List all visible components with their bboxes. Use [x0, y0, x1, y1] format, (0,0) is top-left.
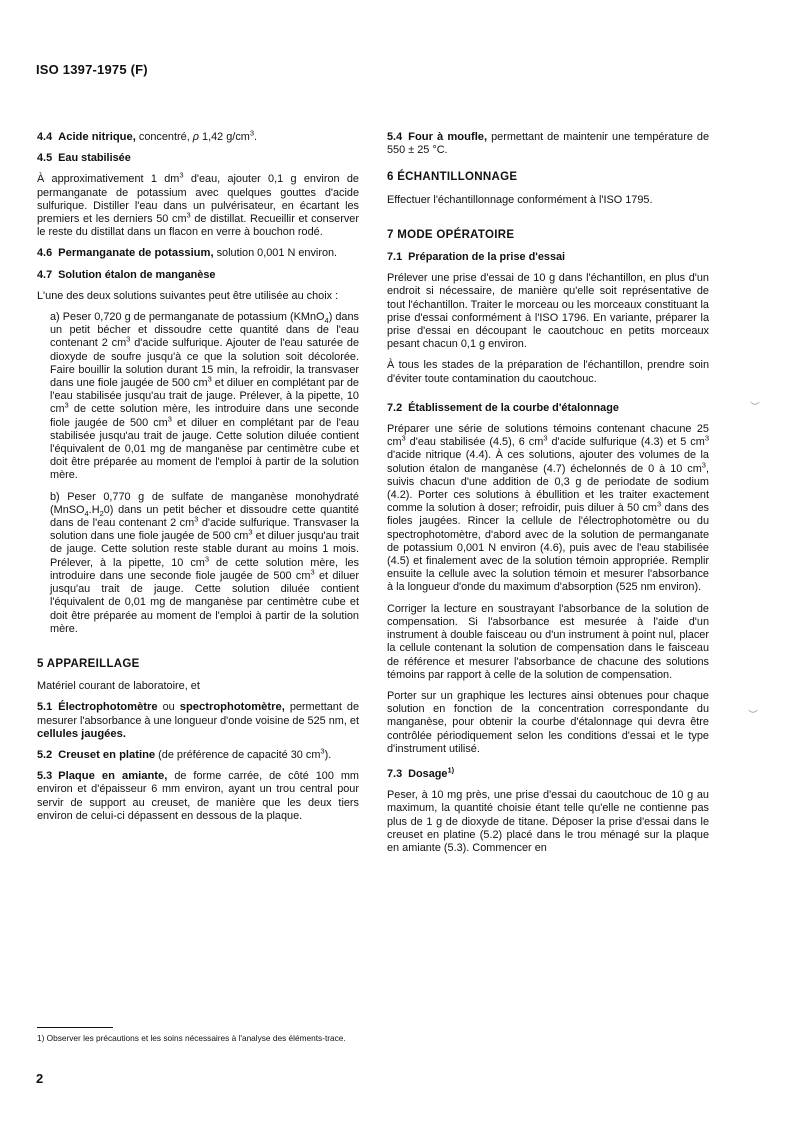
section-5-2: 5.2 Creuset en platine (de préférence de capacité 30 $cm^3$). — [37, 746, 332, 761]
section-7-1-title: 7.1 Préparation de la prise d'essai — [387, 251, 566, 264]
section-7-3-text: Peser, à 10 mg près, une prise d'essai du caoutchouc de 10 g au maximum, la quantité choisie étant telle qu'elle ne contienne pas plus de 1 g de dioxyde de titane. Déposer la prise d'essai dans le creuset en platine (5.2) placé dans le trou ménagé sur la plaque en amiante (5.3). Commencer en — [387, 789, 709, 854]
footnote-rule — [37, 1027, 113, 1028]
section-4-7-intro: L'une des deux solutions suivantes peut être utilisée au choix : — [37, 289, 339, 302]
page-number: 2 — [36, 1071, 44, 1086]
section-5-3: 5.3 Plaque en amiante, de forme carrée, de côté 100 mm environ et d'épaisseur 6 mm environ, ayant un trou central pour servir de support au creuset, de manière que les deux tiers environ de celui-ci dépassent en dessous de la plaque. — [37, 770, 360, 822]
section-5-1: 5.1 Électrophotomètre ou spectrophotomètre, permettant de mesurer l'absorbance à une longueur d'onde voisine de 525 nm, et cellules jaugées. — [37, 701, 360, 740]
section-6-text: Effectuer l'échantillonnage conformément à l'ISO 1795. — [387, 193, 653, 206]
section-7-1-text-1: Prélever une prise d'essai de 10 g dans l'échantillon, en plus d'un endroit si nécessaire, de manière qu'elle soit représentative de tout l'échantillon. Traiter le morceau ou les morceaux constituant la prise d'essai conformément à l'ISO 1796. En variante, préparer la prise d'essai en découpant le caoutchouc en petits morceaux pesant chacun 0,1 g environ. — [387, 272, 709, 351]
scan-mark-icon: ︶ — [750, 402, 760, 413]
section-5-intro: Matériel courant de laboratoire, et — [37, 680, 200, 693]
section-4-6: 4.6 Permanganate de potassium, solution 0,001 N environ. — [37, 247, 338, 260]
right-column — [387, 131, 709, 863]
section-7-2-text-2: Corriger la lecture en soustrayant l'absorbance de la solution de compensation. Si l'absorbance est mesurée à l'aide d'un instrument à double faisceau ou d'un instrument à point nul, placer la cellule contenant la solution de compensation dans le faisceau de référence et mesurer l'absorbance de chacune des solutions témoins par rapport à celle de la solution de compensation. — [387, 602, 709, 681]
section-5-heading: 5 APPAREILLAGE — [37, 657, 140, 670]
document-header: ISO 1397-1975 (F) — [36, 62, 148, 77]
section-7-2-title: 7.2 Établissement de la courbe d'étalonnage — [387, 401, 619, 414]
section-7-3-title: 7.3 Dosage$^{1)}$ — [387, 765, 455, 780]
left-column — [37, 128, 360, 831]
section-4-7-option-b: b) Peser 0,770 g de sulfate de manganèse monohydraté $(MnSO_4.H_20)$ dans un petit bécher et dissoudre cette quantité dans de l'eau contenant 2 $cm^3$ d'acide sulfurique. Transvaser la solution dans une fiole jaugée de 500 $cm^3$ et diluer jusqu'au trait de jauge. Cette solution reste stable durant au moins 1 mois. Prélever, à la pipette, 10 $cm^3$ de cette solution mère, les introduire dans une seconde fiole jaugée de 500 $cm^3$ et diluer jusqu'au trait de jauge. Cette solution diluée contient l'équivalent de 0,01 mg de manganèse par centimètre cube et doit être préparée au moment de l'emploi à partir de la solution mère. — [50, 490, 360, 635]
section-4-7-title: 4.7 Solution étalon de manganèse — [37, 268, 216, 281]
section-4-7-option-a: a) Peser 0,720 g de permanganate de potassium (KMnO$_4$) dans un petit bécher et dissoudre cette quantité dans de l'eau contenant 2 $cm^3$ d'acide sulfurique. Ajouter de l'eau saturée de dioxyde de soufre jusqu'à ce que la solution soit décolorée. Faire bouillir la solution durant 15 min, la refroidir, la transvaser dans une fiole jaugée de 500 $cm^3$ et diluer en complétant par de l'eau stabilisée jusqu'au trait de jauge. Prélever, à la pipette, 10 $cm^3$ de cette solution mère, les introduire dans une seconde fiole jaugée de 500 $cm^3$ et diluer en complétant par de l'eau stabilisée jusqu'au trait de jauge. Cette solution diluée contient l'équivalent de 0,01 mg de manganèse par centimètre cube et doit être préparée au moment de l'emploi à partir de la solution mère. — [50, 311, 360, 482]
section-5-4: 5.4 Four à moufle, permettant de maintenir une température de 550 ± 25 °C. — [387, 131, 710, 157]
section-7-2-text-1: Préparer une série de solutions témoins contenant chacune 25 $cm^3$ d'eau stabilisée (4.5), 6 $cm^3$ d'acide sulfurique (4.3) et 5 $cm^3$ d'acide nitrique (4.4). À ces solutions, ajouter des volumes de la solution étalon de manganèse (4.7) échelonnés de 0 à 10 $cm^3$, suivis chacun d'une addition de 0,3 g de periodate de sodium (4.2). Porter ces solutions à ébullition et les traiter exactement comme la solution à doser; refroidir, puis diluer à 50 $cm^3$ dans des fioles jaugées. Rincer la cellule de l'électrophotomètre ou du spectrophotomètre, d'abord avec de la solution de permanganate de potassium 0,001 N environ (4.6), puis avec de l'eau stabilisée (4.5) et finalement avec de la solution témoin appropriée. Remplir ensuite la cellule avec la solution témoin et mesurer l'absorbance à la longueur d'onde du maximum d'absorption (525 nm environ). — [387, 423, 709, 594]
footnote: 1) Observer les précautions et les soins nécessaires à l'analyse des éléments-trace. — [37, 1033, 346, 1043]
section-4-4: 4.4 Acide nitrique, concentré, ρ 1,42 $g/cm^3$. — [37, 128, 258, 143]
section-4-5-title: 4.5 Eau stabilisée — [37, 152, 131, 165]
section-6-heading: 6 ÉCHANTILLONNAGE — [387, 171, 518, 184]
scan-mark-icon: ︶ — [748, 710, 758, 721]
section-4-5-text: À approximativement 1 $dm^3$ d'eau, ajouter 0,1 g environ de permanganate de potassium avec quelques gouttes d'acide sulfurique. Distiller l'eau dans un pulvérisateur, en écartant les premiers et les derniers 50 $cm^3$ de distillat. Recueillir et conserver le reste du distillat dans un flacon en verre à bouchon rodé. — [37, 170, 359, 239]
section-7-heading: 7 MODE OPÉRATOIRE — [387, 228, 515, 241]
section-7-1-text-2: À tous les stades de la préparation de l'échantillon, prendre soin d'éviter toute contamination du caoutchouc. — [387, 359, 709, 385]
section-7-2-text-3: Porter sur un graphique les lectures ainsi obtenues pour chaque solution en fonction de la concentration correspondante du manganèse, pour obtenir la courbe d'étalonnage qui devra être contrôlée périodiquement selon les conditions d'essai et le type d'instrument utilisé. — [387, 689, 709, 755]
